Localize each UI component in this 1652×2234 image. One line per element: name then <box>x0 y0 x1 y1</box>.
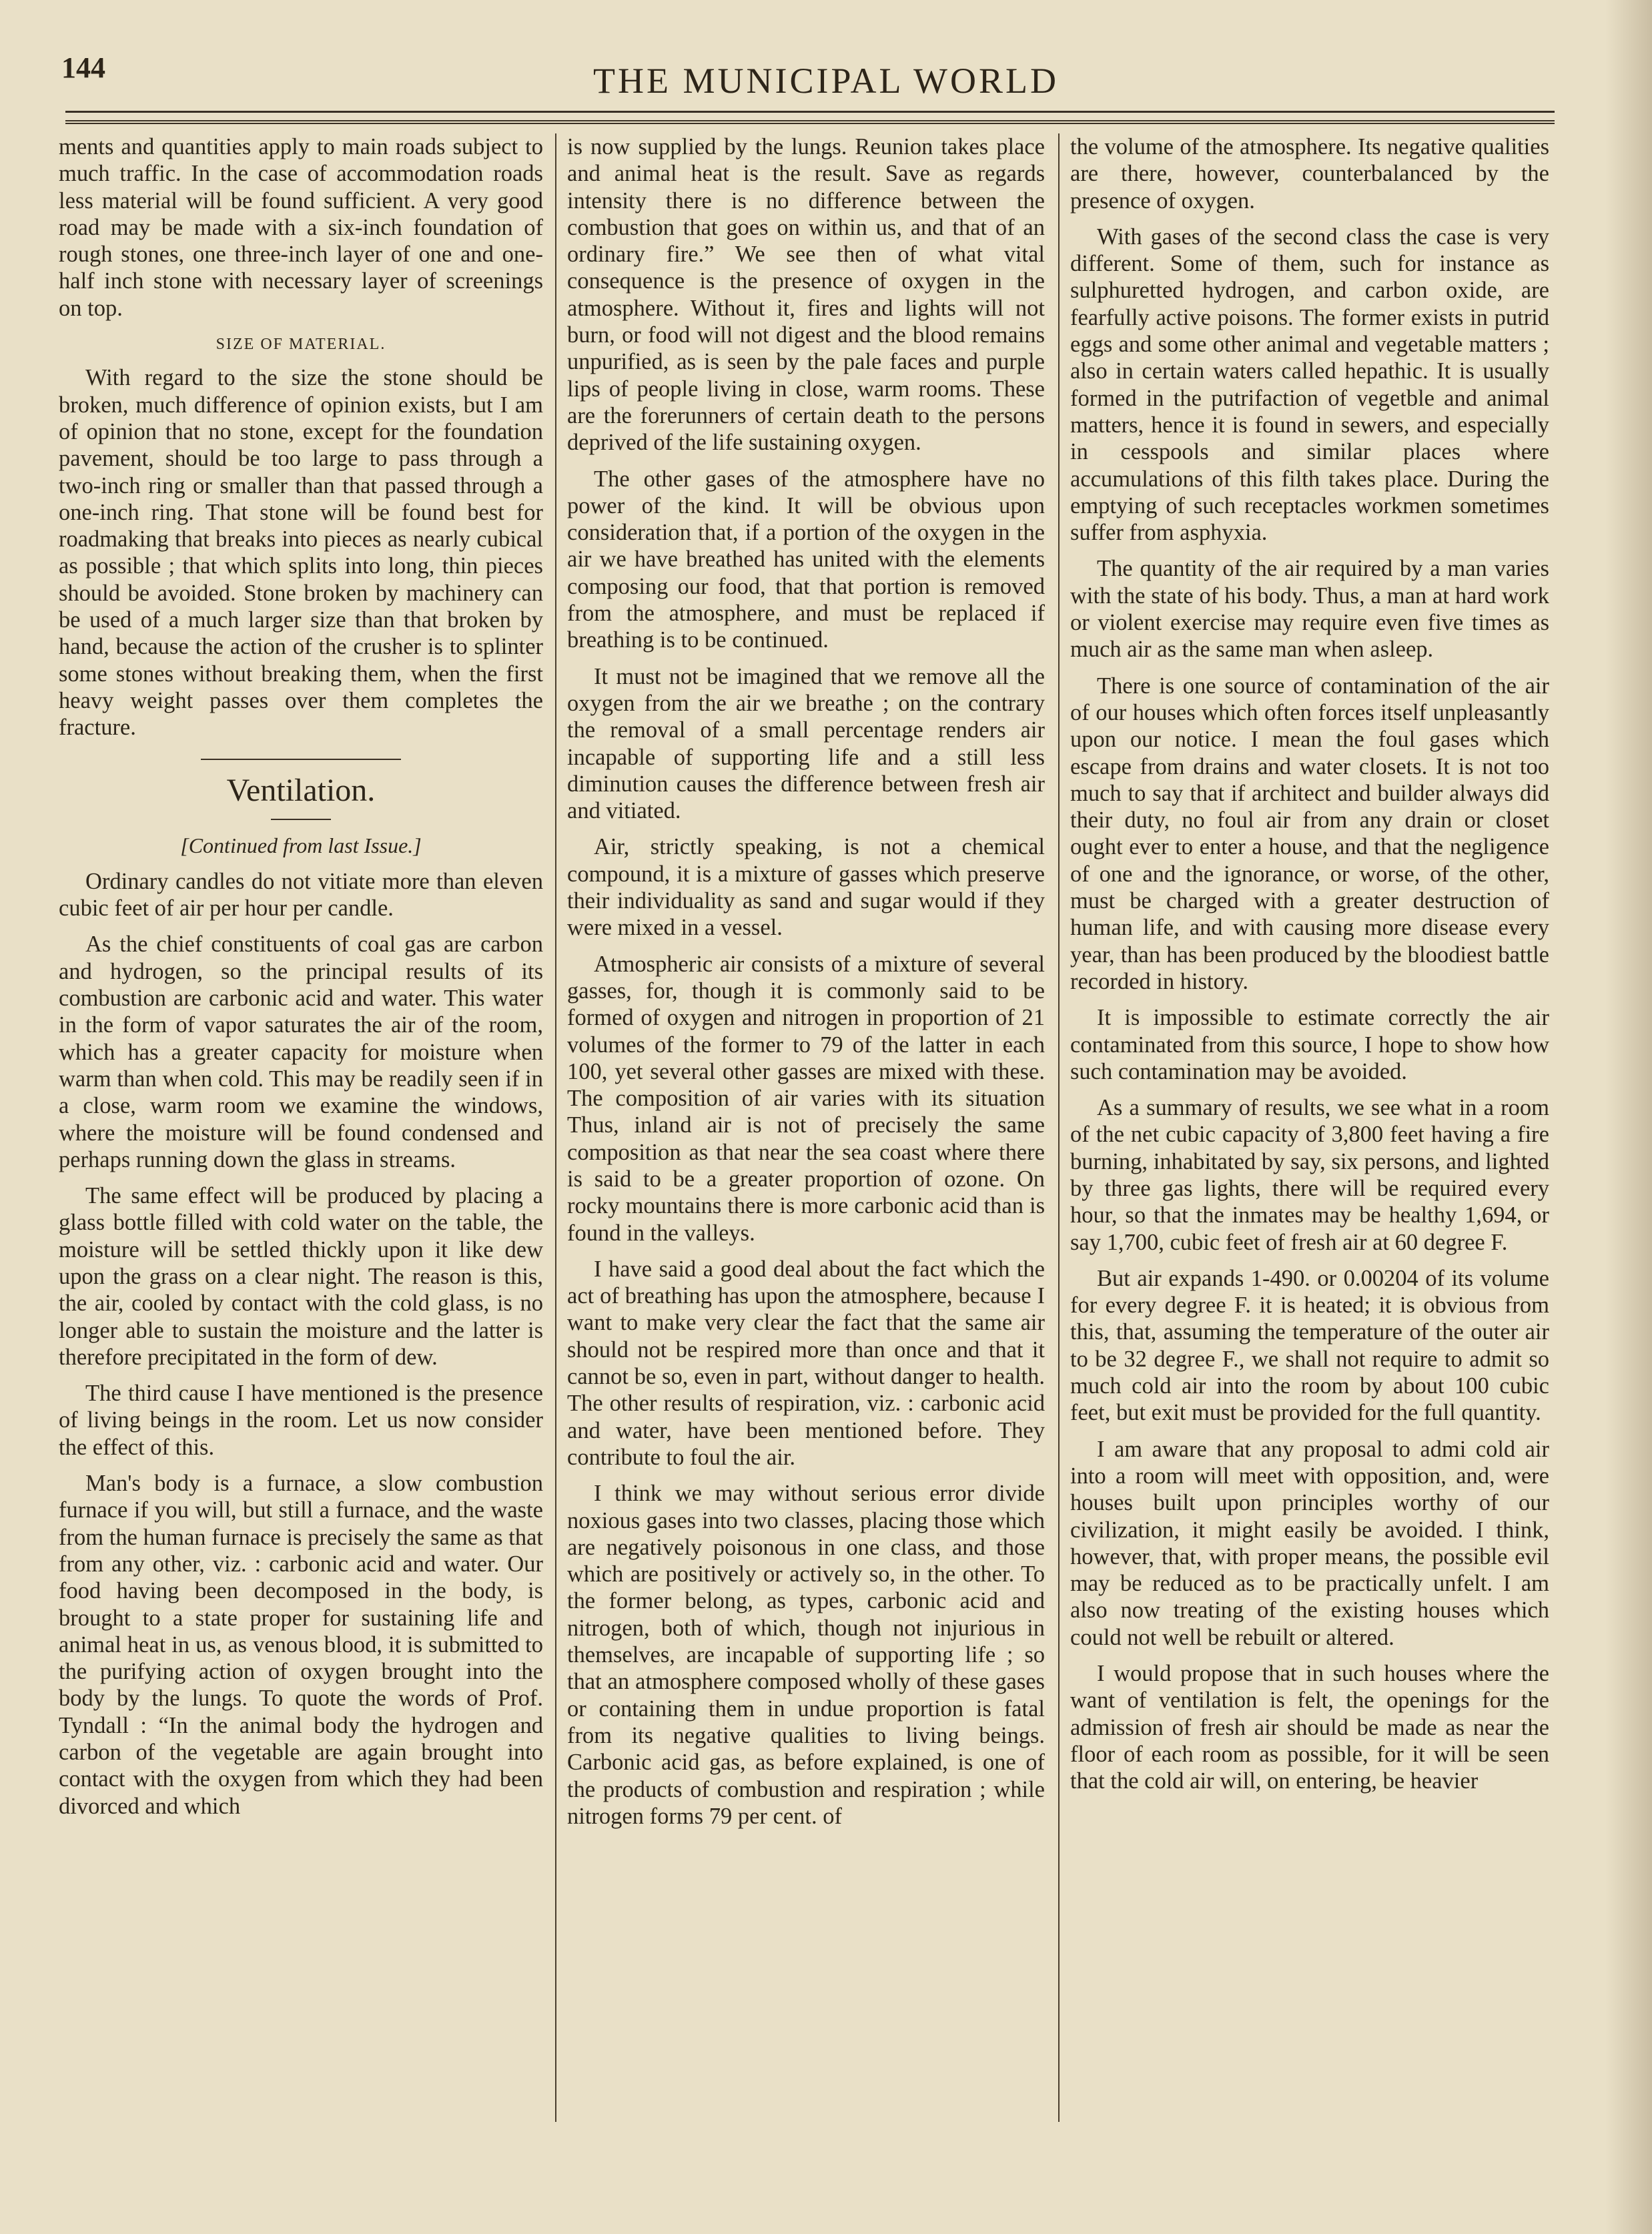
page-number: 144 <box>61 51 105 84</box>
paragraph: The quantity of the air required by a man varies with the state of his body. Thus, a man at hard work or violent exercise may require even five times as much air as the same man when asleep. <box>1070 556 1549 663</box>
column-2 <box>567 133 1045 2135</box>
paragraph: ments and quantities apply to main roads subject to much traffic. In the case of accommodation roads less material will be found sufficient. A very good road may be made with a six-inch foundation of rough stones, one three-inch layer of one and one-half inch stone with necessary layer of screenings on top. <box>59 134 543 321</box>
paragraph: It must not be imagined that we remove all the oxygen from the air we breathe ; on the contrary the removal of a small percentage renders air incapable of supporting life and a still less diminution causes the difference between fresh air and vitiated. <box>567 663 1045 824</box>
paragraph: With gases of the second class the case is very different. Some of them, such for instance as sulphuretted hydrogen, and carbon oxide, are fearfully active poisons. The former exists in putrid eggs and some other animal and vegetable matters ; also in certain waters called hepathic. It is usually formed in the putrifaction of vegetble and animal matters, hence it is found in sewers, and especially in cesspools and similar places where accumulations of this filth takes place. During the emptying of such receptacles workmen sometimes suffer from asphyxia. <box>1070 224 1549 546</box>
paragraph: Ordinary candles do not vitiate more than eleven cubic feet of air per hour per candle. <box>59 868 543 921</box>
paragraph: is now supplied by the lungs. Reunion takes place and animal heat is the result. Save as regards intensity there is no difference between the combustion that goes on within us, and that of an ordinary fire.” We see then of what vital consequence is the presence of oxygen in the atmosphere. Without it, fires and lights will not burn, or food will not digest and the blood remains unpurified, as is seen by the pale faces and purple lips of people living in close, warm rooms. These are the forerunners of certain death to the persons deprived of the life sustaining oxygen. <box>567 134 1045 456</box>
title-underline <box>271 819 331 820</box>
paragraph: But air expands 1-490. or 0.00204 of its volume for every degree F. it is heated; it is obvious from this, that, assuming the temperature of the outer air to be 32 degree F., we shall not require to admit so much cold air into the room by about 100 cubic feet, but exit must be provided for the full quantity. <box>1070 1265 1549 1426</box>
paragraph: As a summary of results, we see what in a room of the net cubic capacity of 3,800 feet having a fire burning, inhabitated by say, six persons, and lighted by three gas lights, there will be required every hour, so that the inmates may be healthy 1,694, or say 1,700, cubic feet of fresh air at 60 degree F. <box>1070 1095 1549 1255</box>
continued-note: [Continued from last Issue.] <box>180 833 422 857</box>
paragraph: The third cause I have mentioned is the presence of living beings in the room. Let us now consider the effect of this. <box>59 1381 543 1460</box>
paragraph: The other gases of the atmosphere have no power of the kind. It will be obvious upon consideration that, if a portion of the oxygen in the air we have breathed has united with the elements composing our food, that that portion is removed from the atmosphere, and must be replaced if breathing is to be continued. <box>567 466 1045 653</box>
paragraph: Atmospheric air consists of a mixture of several gasses, for, though it is commonly said to be formed of oxygen and nitrogen in proportion of 21 volumes of the former to 79 of the latter in each 100, yet several other gasses are mixed with these. The composition of air varies with its situation Thus, inland air is not of precisely the same composition as that near the sea coast where there is said to be a greater proportion of ozone. On rocky mountains there is more carbonic acid than is found in the valleys. <box>567 951 1045 1246</box>
section-divider <box>201 759 401 760</box>
paragraph: I am aware that any proposal to admi cold air into a room will meet with opposition, and, were houses built upon principles worthy of our civilization, it might easily be avoided. I think, however, that, with proper means, the possible evil may be reduced as to be practically unfelt. I am also now treating of the existing houses which could not well be rebuilt or altered. <box>1070 1436 1549 1650</box>
masthead-double-rule <box>65 120 1555 124</box>
section-subhead: SIZE OF MATERIAL. <box>216 336 386 354</box>
column-divider <box>1058 133 1060 2122</box>
paragraph: Air, strictly speaking, is not a chemical compound, it is a mixture of gasses which preserve their individuality as sand and sugar would if they were mixed in a vessel. <box>567 834 1045 941</box>
paragraph: I think we may without serious error divide noxious gases into two classes, placing those which are negatively poisonous in one class, and those which are positively or actively so, in the other. To the former belong, as types, carbonic acid and nitrogen, both of which, though not injurious in themselves, are incapable of supporting life ; so that an atmosphere composed wholly of these gases or containing them in undue proportion is fatal from its negative qualities to living beings. Carbonic acid gas, as before explained, is one of the products of combustion and respiration ; while nitrogen forms 79 per cent. of <box>567 1481 1045 1829</box>
paragraph: I have said a good deal about the fact which the act of breathing has upon the atmosphere, because I want to make very clear the fact that the same air should not be respired more than once and that it cannot be so, even in part, without danger to health. The other results of respiration, viz. : carbonic acid and water, have been mentioned before. They contribute to foul the air. <box>567 1256 1045 1470</box>
paragraph: There is one source of contamination of the air of our houses which often forces itself unpleasantly upon our notice. I mean the foul gases which escape from drains and water closets. It is not too much to say that if architect and builder always did their duty, no foul air from any drain or closet ought ever to enter a house, and that the negligence of one and the ignorance, or worse, of the other, must be charged with a greater destruction of human life, and with causing more disease every year, than has been produced by the bloodiest battle recorded in history. <box>1070 673 1549 994</box>
column-1 <box>59 133 543 2135</box>
column-3 <box>1070 133 1549 2135</box>
paragraph: I would propose that in such houses where the want of ventilation is felt, the openings for the admission of fresh air should be made as near the floor of each room as possible, for it will be seen that the cold air will, on entering, be heavier <box>1070 1661 1549 1794</box>
masthead-rule <box>65 111 1555 113</box>
paragraph: As the chief constituents of coal gas are carbon and hydrogen, so the principal results of its combustion are carbonic acid and water. This water in the form of vapor saturates the air of the room, which has a greater capacity for moisture when warm than when cold. This may be readily seen if in a close, warm room we examine the windows, where the moisture will be found condensed and perhaps running down the glass in streams. <box>59 932 543 1172</box>
column-divider <box>555 133 556 2122</box>
paragraph: With regard to the size the stone should be broken, much difference of opinion exists, but I am of opinion that no stone, except for the foundation pavement, should be too large to pass through a two-inch ring or smaller than that passed through a one-inch ring. That stone will be found best for roadmaking that breaks into pieces as nearly cubical as possible ; that which splits into long, thin pieces should be avoided. Stone broken by machinery can be used of a much larger size than that broken by hand, because the action of the crusher is to splinter some stones without breaking them, when the first heavy weight passes over them completes the fracture. <box>59 365 543 741</box>
paragraph: The same effect will be produced by placing a glass bottle filled with cold water on the table, the moisture will be settled thickly upon it like dew upon the grass on a clear night. The reason is this, the air, cooled by contact with the cold glass, is no longer able to sustain the moisture and the latter is therefore precipitated in the form of dew. <box>59 1183 543 1370</box>
paragraph: Man's body is a furnace, a slow combustion furnace if you will, but still a furnace, and the waste from the human furnace is precisely the same as that from any other, viz. : carbonic acid and water. Our food having been decomposed in the body, is brought to a state proper for sustaining life and animal heat in us, as venous blood, it is submitted to the purifying action of oxygen brought into the body by the lungs. To quote the words of Prof. Tyndall : “In the animal body the hydrogen and carbon of the vegetable are again brought into contact with the oxygen from which they had been divorced and which <box>59 1471 543 1819</box>
paragraph: It is impossible to estimate correctly the air contaminated from this source, I hope to show how such contamination may be avoided. <box>1070 1005 1549 1084</box>
masthead: THE MUNICIPAL WORLD <box>592 61 1059 101</box>
article-title: Ventilation. <box>226 772 376 808</box>
paragraph: the volume of the atmosphere. Its negative qualities are there, however, counterbalanced by the presence of oxygen. <box>1070 134 1549 214</box>
